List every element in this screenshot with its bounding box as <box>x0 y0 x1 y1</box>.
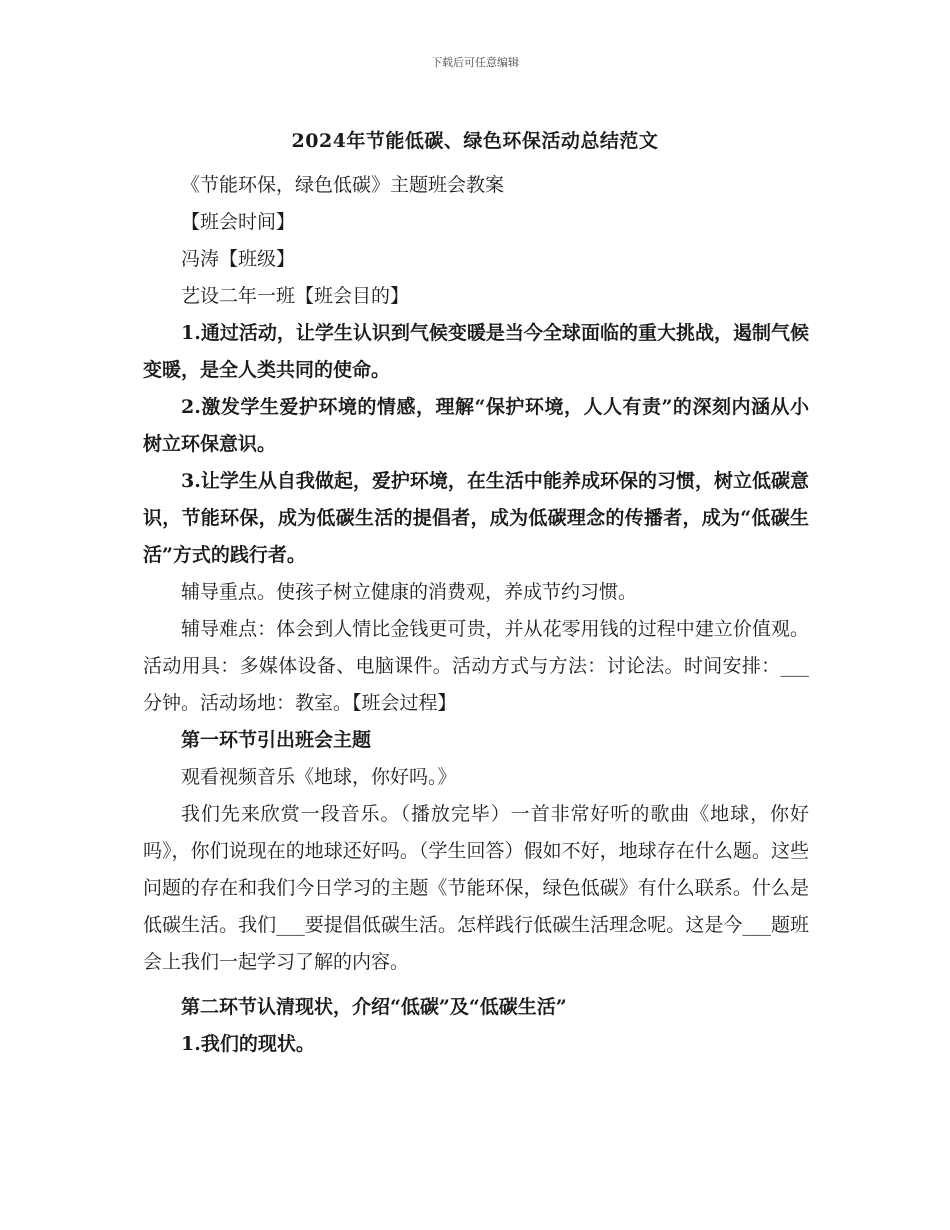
paragraph-difficulty: 辅导难点：体会到人情比金钱更可贵，并从花零用钱的过程中建立价值观。活动用具：多媒体设备、电脑课件。活动方式与方法：讨论法。时间安排：___分钟。活动场地：教室。【班会过程】 <box>143 618 809 714</box>
section-heading-1: 第一环节引出班会主题 <box>181 729 372 751</box>
paragraph-class-purpose: 艺设二年一班【班会目的】 <box>181 285 410 307</box>
document-title: 2024年节能低碳、绿色环保活动总结范文 <box>291 130 659 152</box>
paragraph-intro: 我们先来欣赏一段音乐。（播放完毕）一首非常好听的歌曲《地球，你好吗》，你们说现在的地球还好吗。（学生回答）假如不好，地球存在什么题。这些问题的存在和我们今日学习的主题《节能环保，绿色低碳》有什么联系。什么是低碳生活。我们___要提倡低碳生活。怎样践行低碳生活理念呢。这是今___题班会上我们一起学习了解的内容。 <box>143 803 809 973</box>
paragraph-meeting-time: 【班会时间】 <box>181 211 296 233</box>
document-body <box>143 167 809 1063</box>
paragraph-teacher-class: 冯涛【班级】 <box>181 248 296 270</box>
paragraph-current-status: 1.我们的现状。 <box>181 1033 315 1055</box>
page-header: 下载后可任意编辑 <box>431 56 519 69</box>
section-heading-2: 第二环节认清现状，介绍“低碳”及“低碳生活” <box>181 996 567 1018</box>
paragraph-goal-1: 1.通过活动，让学生认识到气候变暖是当今全球面临的重大挑战，遏制气候变暖，是全人类共同的使命。 <box>143 322 809 381</box>
paragraph-video: 观看视频音乐《地球，你好吗。》 <box>181 766 457 788</box>
paragraph-theme: 《节能环保，绿色低碳》主题班会教案 <box>181 174 505 196</box>
paragraph-goal-2: 2.激发学生爱护环境的情感，理解“保护环境，人人有责”的深刻内涵从小树立环保意识。 <box>143 396 809 455</box>
paragraph-key-point: 辅导重点。使孩子树立健康的消费观，养成节约习惯。 <box>181 581 638 603</box>
paragraph-goal-3: 3.让学生从自我做起，爱护环境，在生活中能养成环保的习惯，树立低碳意识，节能环保，成为低碳生活的提倡者，成为低碳理念的传播者，成为“低碳生活”方式的践行者。 <box>143 470 809 566</box>
